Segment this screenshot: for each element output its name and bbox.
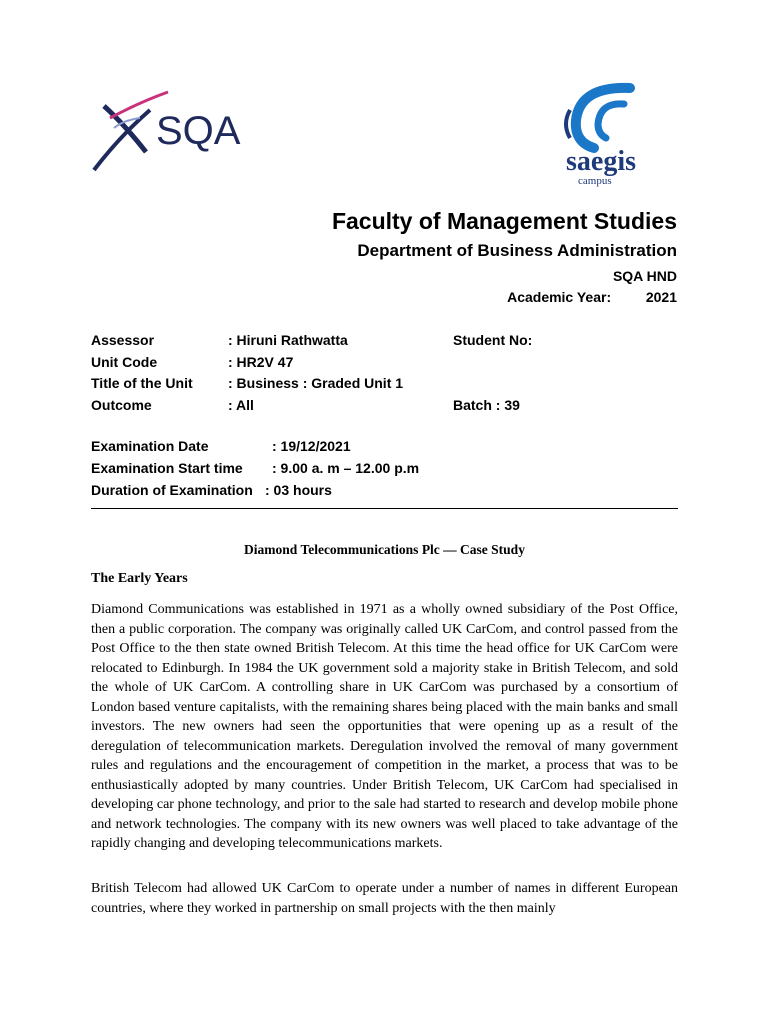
sqa-logo [90, 88, 260, 178]
paragraph-2: British Telecom had allowed UK CarCom to operate under a number of names in different European countries, where they worked in partnership on small projects with the then mainly [91, 881, 678, 916]
sqa-logo-text: SQA [156, 109, 241, 153]
saegis-logo-subtext: campus [578, 175, 612, 187]
exam-duration-label: Duration of Examination [91, 482, 253, 498]
assessor-value: : Hiruni Rathwatta [228, 332, 348, 348]
unit-title-value: : Business : Graded Unit 1 [228, 375, 404, 391]
assessor-label: Assessor [91, 332, 155, 348]
department-title: Department of Business Administration [357, 241, 677, 260]
faculty-title: Faculty of Management Studies [331, 208, 677, 234]
exam-start-value: : 9.00 a. m – 12.00 p.m [272, 460, 420, 476]
batch-label: Batch : 39 [453, 397, 520, 413]
academic-year-label: Academic Year: [507, 289, 612, 305]
student-no-label: Student No: [453, 332, 533, 348]
unit-code-value: : HR2V 47 [228, 354, 294, 370]
saegis-logo [560, 80, 660, 190]
divider [91, 508, 678, 509]
unit-title-label: Title of the Unit [91, 375, 193, 391]
exam-row-start [91, 460, 691, 480]
info-row-unit-code [91, 354, 691, 374]
exam-duration-value: : 03 hours [265, 482, 332, 498]
exam-row-date [91, 438, 691, 458]
section-heading: The Early Years [91, 571, 188, 586]
case-study-title: Diamond Telecommunications Plc — Case Study [244, 542, 525, 557]
outcome-label: Outcome [91, 397, 152, 413]
info-row-outcome [91, 397, 691, 417]
academic-year-value: 2021 [645, 289, 677, 305]
exam-date-value: : 19/12/2021 [272, 438, 351, 454]
exam-row-duration [91, 482, 691, 502]
info-row-assessor [91, 332, 691, 352]
exam-date-label: Examination Date [91, 438, 209, 454]
outcome-value: : All [228, 397, 254, 413]
paragraph-1: Diamond Communications was established in 1971 as a wholly owned subsidiary of the Post Office, then a public corporation. The company was originally called UK CarCom, and control passed from the Post Office to the then state owned British Telecom. At this time the head office for UK CarCom were relocated to Edinburgh. In 1984 the UK government sold a majority stake in British Telecom, and sold the whole of UK CarCom. A controlling share in UK CarCom was purchased by a consortium of London based venture capitalists, with the remaining shares being placed with the main banks and small investors. The new owners had seen the opportunities that were opening up as a result of the deregulation of telecommunication markets. Deregulation involved the removal of many government rules and regulations and the encouragement of competition in the market, a process that was to be enthusiastically adopted by many countries. Under British Telecom, UK CarCom had specialised in developing car phone technology, and prior to the sale had started to research and develop mobile phone and network technologies. The company with its new owners was well placed to take advantage of the rapidly changing and developing telecommunications markets. [91, 602, 678, 851]
info-row-title [91, 375, 691, 395]
exam-start-label: Examination Start time [91, 460, 243, 476]
program-label: SQA HND [612, 268, 677, 284]
unit-code-label: Unit Code [91, 354, 158, 370]
saegis-logo-text: saegis [566, 146, 636, 177]
academic-year [507, 289, 677, 305]
